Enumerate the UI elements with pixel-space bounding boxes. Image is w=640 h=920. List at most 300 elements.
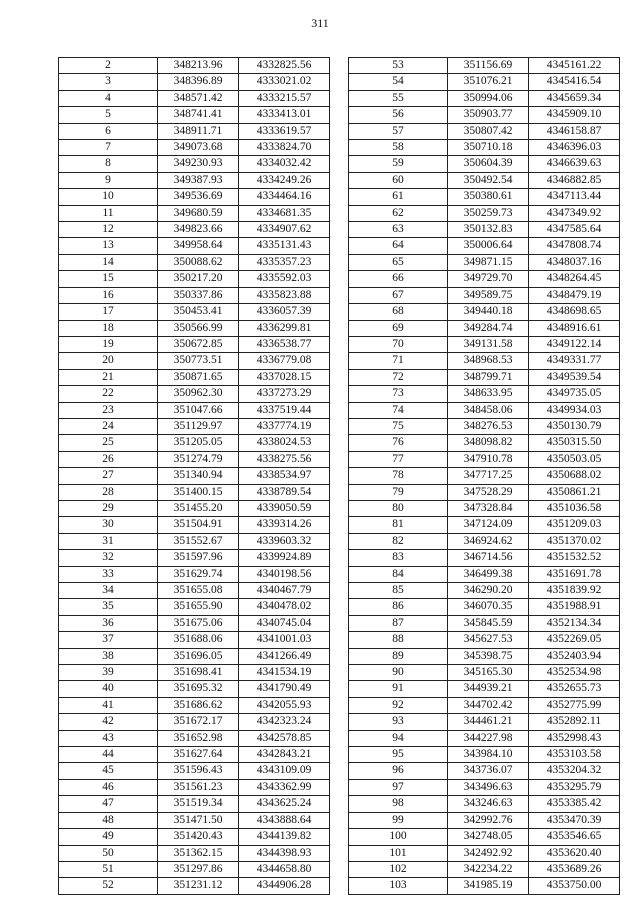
table-row [59, 632, 330, 648]
table-row [349, 418, 620, 434]
table-row [349, 878, 620, 894]
x-coordinate-cell: 342234.22 [448, 861, 529, 877]
point-number-cell: 19 [59, 336, 158, 352]
y-coordinate-cell: 4342323.24 [239, 714, 330, 730]
x-coordinate-cell: 351627.64 [158, 747, 239, 763]
x-coordinate-cell: 347717.25 [448, 468, 529, 484]
y-coordinate-cell: 4350315.50 [529, 435, 620, 451]
table-row [59, 533, 330, 549]
y-coordinate-cell: 4335823.88 [239, 287, 330, 303]
point-number-cell: 31 [59, 533, 158, 549]
y-coordinate-cell: 4353470.39 [529, 812, 620, 828]
table-row [349, 533, 620, 549]
y-coordinate-cell: 4335592.03 [239, 271, 330, 287]
point-number-cell: 3 [59, 74, 158, 90]
x-coordinate-cell: 350807.42 [448, 123, 529, 139]
table-row [349, 566, 620, 582]
y-coordinate-cell: 4342055.93 [239, 697, 330, 713]
table-row [349, 222, 620, 238]
y-coordinate-cell: 4351532.52 [529, 550, 620, 566]
point-number-cell: 38 [59, 648, 158, 664]
x-coordinate-cell: 348633.95 [448, 386, 529, 402]
x-coordinate-cell: 346499.38 [448, 566, 529, 582]
point-number-cell: 10 [59, 189, 158, 205]
table-row [349, 697, 620, 713]
y-coordinate-cell: 4334907.62 [239, 222, 330, 238]
table-row [59, 402, 330, 418]
y-coordinate-cell: 4352775.99 [529, 697, 620, 713]
y-coordinate-cell: 4343362.99 [239, 779, 330, 795]
y-coordinate-cell: 4333021.02 [239, 74, 330, 90]
y-coordinate-cell: 4339314.26 [239, 517, 330, 533]
table-row [59, 599, 330, 615]
x-coordinate-cell: 347910.78 [448, 451, 529, 467]
x-coordinate-cell: 351519.34 [158, 796, 239, 812]
table-row [349, 550, 620, 566]
point-number-cell: 82 [349, 533, 448, 549]
table-row [59, 763, 330, 779]
y-coordinate-cell: 4351988.91 [529, 599, 620, 615]
x-coordinate-cell: 350337.86 [158, 287, 239, 303]
x-coordinate-cell: 351231.12 [158, 878, 239, 894]
table-row [349, 336, 620, 352]
point-number-cell: 12 [59, 222, 158, 238]
table-row [349, 796, 620, 812]
x-coordinate-cell: 351552.67 [158, 533, 239, 549]
point-number-cell: 67 [349, 287, 448, 303]
x-coordinate-cell: 350492.54 [448, 172, 529, 188]
point-number-cell: 97 [349, 779, 448, 795]
table-row [349, 714, 620, 730]
point-number-cell: 73 [349, 386, 448, 402]
table-row [349, 140, 620, 156]
table-row [349, 58, 620, 74]
point-number-cell: 62 [349, 205, 448, 221]
table-row [349, 205, 620, 221]
table-row [59, 418, 330, 434]
point-number-cell: 92 [349, 697, 448, 713]
x-coordinate-cell: 351561.23 [158, 779, 239, 795]
x-coordinate-cell: 347528.29 [448, 484, 529, 500]
table-row [349, 681, 620, 697]
y-coordinate-cell: 4348264.45 [529, 271, 620, 287]
y-coordinate-cell: 4342843.21 [239, 747, 330, 763]
x-coordinate-cell: 350217.20 [158, 271, 239, 287]
x-coordinate-cell: 348799.71 [448, 369, 529, 385]
table-row [349, 271, 620, 287]
y-coordinate-cell: 4344139.82 [239, 829, 330, 845]
x-coordinate-cell: 351696.05 [158, 648, 239, 664]
table-row [59, 353, 330, 369]
point-number-cell: 20 [59, 353, 158, 369]
y-coordinate-cell: 4346639.63 [529, 156, 620, 172]
point-number-cell: 103 [349, 878, 448, 894]
x-coordinate-cell: 346714.56 [448, 550, 529, 566]
y-coordinate-cell: 4353689.26 [529, 861, 620, 877]
x-coordinate-cell: 344227.98 [448, 730, 529, 746]
x-coordinate-cell: 349958.64 [158, 238, 239, 254]
x-coordinate-cell: 349131.58 [448, 336, 529, 352]
x-coordinate-cell: 351047.66 [158, 402, 239, 418]
y-coordinate-cell: 4340745.04 [239, 615, 330, 631]
x-coordinate-cell: 348458.06 [448, 402, 529, 418]
point-number-cell: 24 [59, 418, 158, 434]
table-row [59, 714, 330, 730]
table-row [59, 583, 330, 599]
y-coordinate-cell: 4341001.03 [239, 632, 330, 648]
table-row [349, 238, 620, 254]
point-number-cell: 25 [59, 435, 158, 451]
x-coordinate-cell: 345845.59 [448, 615, 529, 631]
x-coordinate-cell: 351672.17 [158, 714, 239, 730]
point-number-cell: 47 [59, 796, 158, 812]
table-row [59, 665, 330, 681]
y-coordinate-cell: 4351839.92 [529, 583, 620, 599]
table-row [349, 287, 620, 303]
y-coordinate-cell: 4338275.56 [239, 451, 330, 467]
point-number-cell: 94 [349, 730, 448, 746]
y-coordinate-cell: 4333619.57 [239, 123, 330, 139]
x-coordinate-cell: 351471.50 [158, 812, 239, 828]
point-number-cell: 36 [59, 615, 158, 631]
x-coordinate-cell: 349073.68 [158, 140, 239, 156]
point-number-cell: 64 [349, 238, 448, 254]
point-number-cell: 57 [349, 123, 448, 139]
point-number-cell: 35 [59, 599, 158, 615]
x-coordinate-cell: 351504.91 [158, 517, 239, 533]
y-coordinate-cell: 4337273.29 [239, 386, 330, 402]
y-coordinate-cell: 4336299.81 [239, 320, 330, 336]
point-number-cell: 71 [349, 353, 448, 369]
table-row [59, 566, 330, 582]
x-coordinate-cell: 349440.18 [448, 304, 529, 320]
point-number-cell: 79 [349, 484, 448, 500]
point-number-cell: 51 [59, 861, 158, 877]
table-row [59, 90, 330, 106]
x-coordinate-cell: 351455.20 [158, 500, 239, 516]
point-number-cell: 15 [59, 271, 158, 287]
table-row [59, 205, 330, 221]
y-coordinate-cell: 4353295.79 [529, 779, 620, 795]
x-coordinate-cell: 351695.32 [158, 681, 239, 697]
y-coordinate-cell: 4352403.94 [529, 648, 620, 664]
table-row [59, 829, 330, 845]
point-number-cell: 27 [59, 468, 158, 484]
x-coordinate-cell: 343984.10 [448, 747, 529, 763]
x-coordinate-cell: 348396.89 [158, 74, 239, 90]
table-row [59, 681, 330, 697]
y-coordinate-cell: 4340467.79 [239, 583, 330, 599]
point-number-cell: 77 [349, 451, 448, 467]
x-coordinate-cell: 351688.06 [158, 632, 239, 648]
point-number-cell: 93 [349, 714, 448, 730]
y-coordinate-cell: 4352269.05 [529, 632, 620, 648]
y-coordinate-cell: 4347113.44 [529, 189, 620, 205]
point-number-cell: 65 [349, 254, 448, 270]
point-number-cell: 6 [59, 123, 158, 139]
point-number-cell: 52 [59, 878, 158, 894]
y-coordinate-cell: 4344906.28 [239, 878, 330, 894]
table-row [59, 451, 330, 467]
x-coordinate-cell: 350453.41 [158, 304, 239, 320]
x-coordinate-cell: 350380.61 [448, 189, 529, 205]
x-coordinate-cell: 351400.15 [158, 484, 239, 500]
y-coordinate-cell: 4353546.65 [529, 829, 620, 845]
y-coordinate-cell: 4334249.26 [239, 172, 330, 188]
point-number-cell: 74 [349, 402, 448, 418]
y-coordinate-cell: 4352134.34 [529, 615, 620, 631]
table-row [59, 140, 330, 156]
point-number-cell: 89 [349, 648, 448, 664]
x-coordinate-cell: 349871.15 [448, 254, 529, 270]
y-coordinate-cell: 4336779.08 [239, 353, 330, 369]
x-coordinate-cell: 351129.97 [158, 418, 239, 434]
x-coordinate-cell: 351297.86 [158, 861, 239, 877]
table-row [349, 632, 620, 648]
point-number-cell: 100 [349, 829, 448, 845]
point-number-cell: 99 [349, 812, 448, 828]
point-number-cell: 32 [59, 550, 158, 566]
point-number-cell: 98 [349, 796, 448, 812]
point-number-cell: 13 [59, 238, 158, 254]
point-number-cell: 61 [349, 189, 448, 205]
table-row [59, 369, 330, 385]
x-coordinate-cell: 341985.19 [448, 878, 529, 894]
y-coordinate-cell: 4348037.16 [529, 254, 620, 270]
y-coordinate-cell: 4333824.70 [239, 140, 330, 156]
x-coordinate-cell: 348968.53 [448, 353, 529, 369]
table-row [59, 107, 330, 123]
table-row [59, 435, 330, 451]
y-coordinate-cell: 4348479.19 [529, 287, 620, 303]
table-row [349, 861, 620, 877]
table-row [349, 172, 620, 188]
coordinates-table-left [58, 57, 330, 895]
table-row [59, 730, 330, 746]
point-number-cell: 91 [349, 681, 448, 697]
table-row [349, 402, 620, 418]
x-coordinate-cell: 351362.15 [158, 845, 239, 861]
point-number-cell: 102 [349, 861, 448, 877]
y-coordinate-cell: 4342578.85 [239, 730, 330, 746]
point-number-cell: 59 [349, 156, 448, 172]
x-coordinate-cell: 351596.43 [158, 763, 239, 779]
y-coordinate-cell: 4349539.54 [529, 369, 620, 385]
x-coordinate-cell: 346924.62 [448, 533, 529, 549]
x-coordinate-cell: 346290.20 [448, 583, 529, 599]
x-coordinate-cell: 347124.09 [448, 517, 529, 533]
y-coordinate-cell: 4351036.58 [529, 500, 620, 516]
point-number-cell: 4 [59, 90, 158, 106]
x-coordinate-cell: 348741.41 [158, 107, 239, 123]
table-row [349, 615, 620, 631]
x-coordinate-cell: 351652.98 [158, 730, 239, 746]
y-coordinate-cell: 4333215.57 [239, 90, 330, 106]
y-coordinate-cell: 4352892.11 [529, 714, 620, 730]
y-coordinate-cell: 4350130.79 [529, 418, 620, 434]
point-number-cell: 5 [59, 107, 158, 123]
table-row [349, 353, 620, 369]
point-number-cell: 75 [349, 418, 448, 434]
x-coordinate-cell: 350962.30 [158, 386, 239, 402]
point-number-cell: 18 [59, 320, 158, 336]
point-number-cell: 9 [59, 172, 158, 188]
x-coordinate-cell: 350132.83 [448, 222, 529, 238]
point-number-cell: 85 [349, 583, 448, 599]
point-number-cell: 83 [349, 550, 448, 566]
y-coordinate-cell: 4350688.02 [529, 468, 620, 484]
y-coordinate-cell: 4351370.02 [529, 533, 620, 549]
x-coordinate-cell: 344939.21 [448, 681, 529, 697]
x-coordinate-cell: 350710.18 [448, 140, 529, 156]
x-coordinate-cell: 343496.63 [448, 779, 529, 795]
point-number-cell: 21 [59, 369, 158, 385]
point-number-cell: 44 [59, 747, 158, 763]
point-number-cell: 72 [349, 369, 448, 385]
table-row [59, 468, 330, 484]
x-coordinate-cell: 350871.65 [158, 369, 239, 385]
x-coordinate-cell: 350903.77 [448, 107, 529, 123]
table-row [349, 435, 620, 451]
point-number-cell: 49 [59, 829, 158, 845]
table-row [349, 583, 620, 599]
x-coordinate-cell: 343246.63 [448, 796, 529, 812]
point-number-cell: 22 [59, 386, 158, 402]
y-coordinate-cell: 4339924.89 [239, 550, 330, 566]
point-number-cell: 41 [59, 697, 158, 713]
table-row [59, 287, 330, 303]
x-coordinate-cell: 342992.76 [448, 812, 529, 828]
table-row [59, 878, 330, 894]
table-row [59, 779, 330, 795]
y-coordinate-cell: 4346396.03 [529, 140, 620, 156]
table-row [349, 648, 620, 664]
x-coordinate-cell: 343736.07 [448, 763, 529, 779]
table-row [349, 74, 620, 90]
x-coordinate-cell: 349680.59 [158, 205, 239, 221]
y-coordinate-cell: 4339603.32 [239, 533, 330, 549]
point-number-cell: 53 [349, 58, 448, 74]
y-coordinate-cell: 4344658.80 [239, 861, 330, 877]
point-number-cell: 40 [59, 681, 158, 697]
x-coordinate-cell: 350566.99 [158, 320, 239, 336]
point-number-cell: 43 [59, 730, 158, 746]
y-coordinate-cell: 4337774.19 [239, 418, 330, 434]
table-row [59, 697, 330, 713]
table-row [59, 74, 330, 90]
x-coordinate-cell: 351076.21 [448, 74, 529, 90]
x-coordinate-cell: 350259.73 [448, 205, 529, 221]
point-number-cell: 29 [59, 500, 158, 516]
point-number-cell: 28 [59, 484, 158, 500]
y-coordinate-cell: 4345659.34 [529, 90, 620, 106]
x-coordinate-cell: 348098.82 [448, 435, 529, 451]
x-coordinate-cell: 344702.42 [448, 697, 529, 713]
y-coordinate-cell: 4353750.00 [529, 878, 620, 894]
table-row [349, 599, 620, 615]
table-row [349, 254, 620, 270]
y-coordinate-cell: 4352655.73 [529, 681, 620, 697]
table-row [59, 320, 330, 336]
table-row [349, 304, 620, 320]
table-row [349, 500, 620, 516]
point-number-cell: 14 [59, 254, 158, 270]
x-coordinate-cell: 351156.69 [448, 58, 529, 74]
point-number-cell: 17 [59, 304, 158, 320]
x-coordinate-cell: 351597.96 [158, 550, 239, 566]
point-number-cell: 95 [349, 747, 448, 763]
point-number-cell: 33 [59, 566, 158, 582]
point-number-cell: 88 [349, 632, 448, 648]
y-coordinate-cell: 4337028.15 [239, 369, 330, 385]
x-coordinate-cell: 349589.75 [448, 287, 529, 303]
table-row [59, 615, 330, 631]
x-coordinate-cell: 351655.08 [158, 583, 239, 599]
y-coordinate-cell: 4351691.78 [529, 566, 620, 582]
table-row [59, 484, 330, 500]
table-row [59, 271, 330, 287]
table-row [349, 189, 620, 205]
table-row [349, 829, 620, 845]
y-coordinate-cell: 4336057.39 [239, 304, 330, 320]
table-row [59, 747, 330, 763]
y-coordinate-cell: 4348916.61 [529, 320, 620, 336]
y-coordinate-cell: 4334681.35 [239, 205, 330, 221]
table-row [59, 500, 330, 516]
x-coordinate-cell: 345165.30 [448, 665, 529, 681]
y-coordinate-cell: 4338534.97 [239, 468, 330, 484]
x-coordinate-cell: 350604.39 [448, 156, 529, 172]
x-coordinate-cell: 351274.79 [158, 451, 239, 467]
table-row [59, 812, 330, 828]
x-coordinate-cell: 349536.69 [158, 189, 239, 205]
point-number-cell: 46 [59, 779, 158, 795]
x-coordinate-cell: 348213.96 [158, 58, 239, 74]
table-row [349, 468, 620, 484]
y-coordinate-cell: 4341790.49 [239, 681, 330, 697]
point-number-cell: 8 [59, 156, 158, 172]
x-coordinate-cell: 348571.42 [158, 90, 239, 106]
x-coordinate-cell: 350773.51 [158, 353, 239, 369]
table-row [59, 172, 330, 188]
x-coordinate-cell: 344461.21 [448, 714, 529, 730]
y-coordinate-cell: 4349934.03 [529, 402, 620, 418]
y-coordinate-cell: 4349735.05 [529, 386, 620, 402]
x-coordinate-cell: 345627.53 [448, 632, 529, 648]
y-coordinate-cell: 4349122.14 [529, 336, 620, 352]
x-coordinate-cell: 345398.75 [448, 648, 529, 664]
table-row [349, 812, 620, 828]
x-coordinate-cell: 351686.62 [158, 697, 239, 713]
point-number-cell: 87 [349, 615, 448, 631]
coordinates-table-right [348, 57, 620, 895]
y-coordinate-cell: 4341266.49 [239, 648, 330, 664]
table-row [59, 517, 330, 533]
point-number-cell: 68 [349, 304, 448, 320]
point-number-cell: 80 [349, 500, 448, 516]
point-number-cell: 2 [59, 58, 158, 74]
y-coordinate-cell: 4340478.02 [239, 599, 330, 615]
table-row [59, 58, 330, 74]
x-coordinate-cell: 346070.35 [448, 599, 529, 615]
point-number-cell: 66 [349, 271, 448, 287]
point-number-cell: 23 [59, 402, 158, 418]
x-coordinate-cell: 350672.85 [158, 336, 239, 352]
table-row [349, 845, 620, 861]
y-coordinate-cell: 4348698.65 [529, 304, 620, 320]
table-row [349, 779, 620, 795]
y-coordinate-cell: 4351209.03 [529, 517, 620, 533]
